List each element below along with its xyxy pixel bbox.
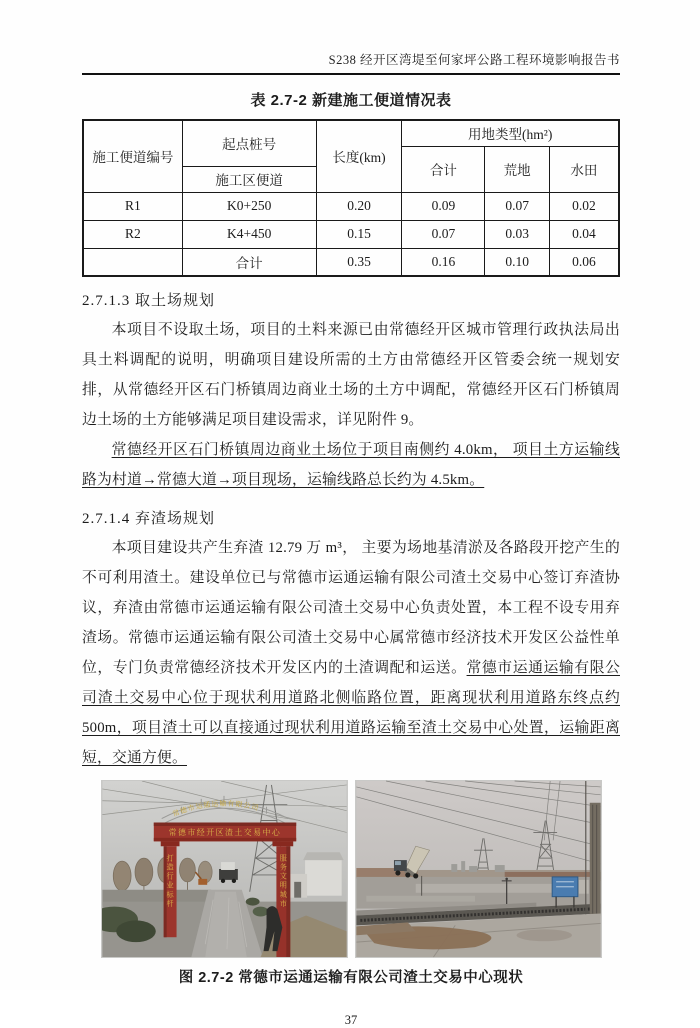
figure-caption: 图 2.7-2 常德市运通运输有限公司渣土交易中心现状	[178, 970, 524, 986]
table-cell: 合计	[182, 248, 316, 276]
table-cell: 0.03	[485, 220, 549, 248]
table-cell	[83, 248, 182, 276]
table-cell: 0.10	[485, 248, 549, 276]
figure-photos	[82, 780, 620, 958]
paragraph-spoil-disposal	[82, 533, 620, 773]
col-header-stake-sub: 施工区便道	[182, 166, 316, 192]
gate-pillar-right-text2: 服务文明城市	[278, 854, 287, 909]
table-cell: 0.09	[402, 192, 485, 220]
col-header-landuse-total: 合计	[402, 146, 485, 192]
table-row-total	[83, 248, 619, 276]
col-header-road-id: 施工便道编号	[83, 120, 182, 192]
table-cell: 0.15	[316, 220, 402, 248]
col-header-wasteland: 荒地	[485, 146, 549, 192]
table-cell: K4+450	[182, 220, 316, 248]
paragraph-spoil-underlined: 常德市运通运输有限公司渣土交易中心位于现状利用道路北侧临路位置，距离现状利用道路东终点约 500m，项目渣土可以直接通过现状利用道路运输至渣土交易中心处置，运输距离短，交通方便。	[82, 660, 620, 766]
table-row	[83, 220, 619, 248]
gate-beam-text: 常德市经开区渣土交易中心	[168, 827, 281, 837]
table-cell: R1	[83, 192, 182, 220]
table-cell: 0.06	[549, 248, 619, 276]
report-header-title: S238 经开区湾堤至何家坪公路工程环境影响报告书	[82, 50, 620, 75]
photo-dump-truck-lot	[355, 780, 602, 958]
table-title: 表 2.7-2 新建施工便道情况表	[250, 92, 452, 109]
table-cell: 0.07	[402, 220, 485, 248]
page-number: 37	[344, 1013, 358, 1027]
section-heading-2714: 2.7.1.4 弃渣场规划	[82, 511, 216, 527]
col-header-paddy: 水田	[549, 146, 619, 192]
col-header-landuse-group: 用地类型(hm²)	[402, 120, 619, 146]
gate-pillar-left-text: 打造行业标杆	[165, 854, 174, 909]
section-heading-2713: 2.7.1.3 取土场规划	[82, 293, 216, 309]
table-cell: 0.02	[549, 192, 619, 220]
gate-arch-text: 常德市运通运输有限公司	[171, 800, 260, 819]
table-cell: 0.07	[485, 192, 549, 220]
paragraph-soil-source: 本项目不设取土场，项目的土料来源已由常德经开区城市管理行政执法局出具土料调配的说明，明确项目建设所需的土方由常德经开区管委会统一规划安排，从常德经开区石门桥镇周边商业土场的土方中调配，常德经开区石门桥镇周边土场的土方能够满足项目建设需求，详见附件 9。	[82, 322, 620, 428]
table-cell: 0.16	[402, 248, 485, 276]
col-header-length: 长度(km)	[316, 120, 402, 192]
construction-road-table	[82, 119, 620, 277]
table-cell: 0.20	[316, 192, 402, 220]
col-header-stake: 起点桩号	[182, 120, 316, 166]
lot-reflection2	[366, 896, 475, 902]
puddle-small	[516, 929, 571, 941]
table-cell: 0.35	[316, 248, 402, 276]
table-row	[83, 192, 619, 220]
table-cell: 0.04	[549, 220, 619, 248]
paragraph-soil-transport-route: 常德经开区石门桥镇周边商业土场位于项目南侧约 4.0km， 项目土方运输线路为村道→常德大道→项目现场，运输线路总长约为 4.5km。	[82, 442, 620, 488]
paragraph-spoil-normal: 本项目建设共产生弃渣 12.79 万 m³， 主要为场地基清淤及各路段开挖产生的不可利用渣土。建设单位已与常德市运通运输有限公司渣土交易中心签订弃渣协议，弃渣由常德市运通运输有限公司渣土交易中心负责处置，本工程不设专用弃渣场。常德市运通运输有限公司渣土交易中心属常德市经济技术开发区公益性单位，专门负责常德经济技术开发区内的土渣调配和运送。	[82, 540, 620, 676]
lot-reflection	[415, 884, 563, 893]
table-cell: K0+250	[182, 192, 316, 220]
photo-gate-entrance	[101, 780, 348, 958]
table-cell: R2	[83, 220, 182, 248]
